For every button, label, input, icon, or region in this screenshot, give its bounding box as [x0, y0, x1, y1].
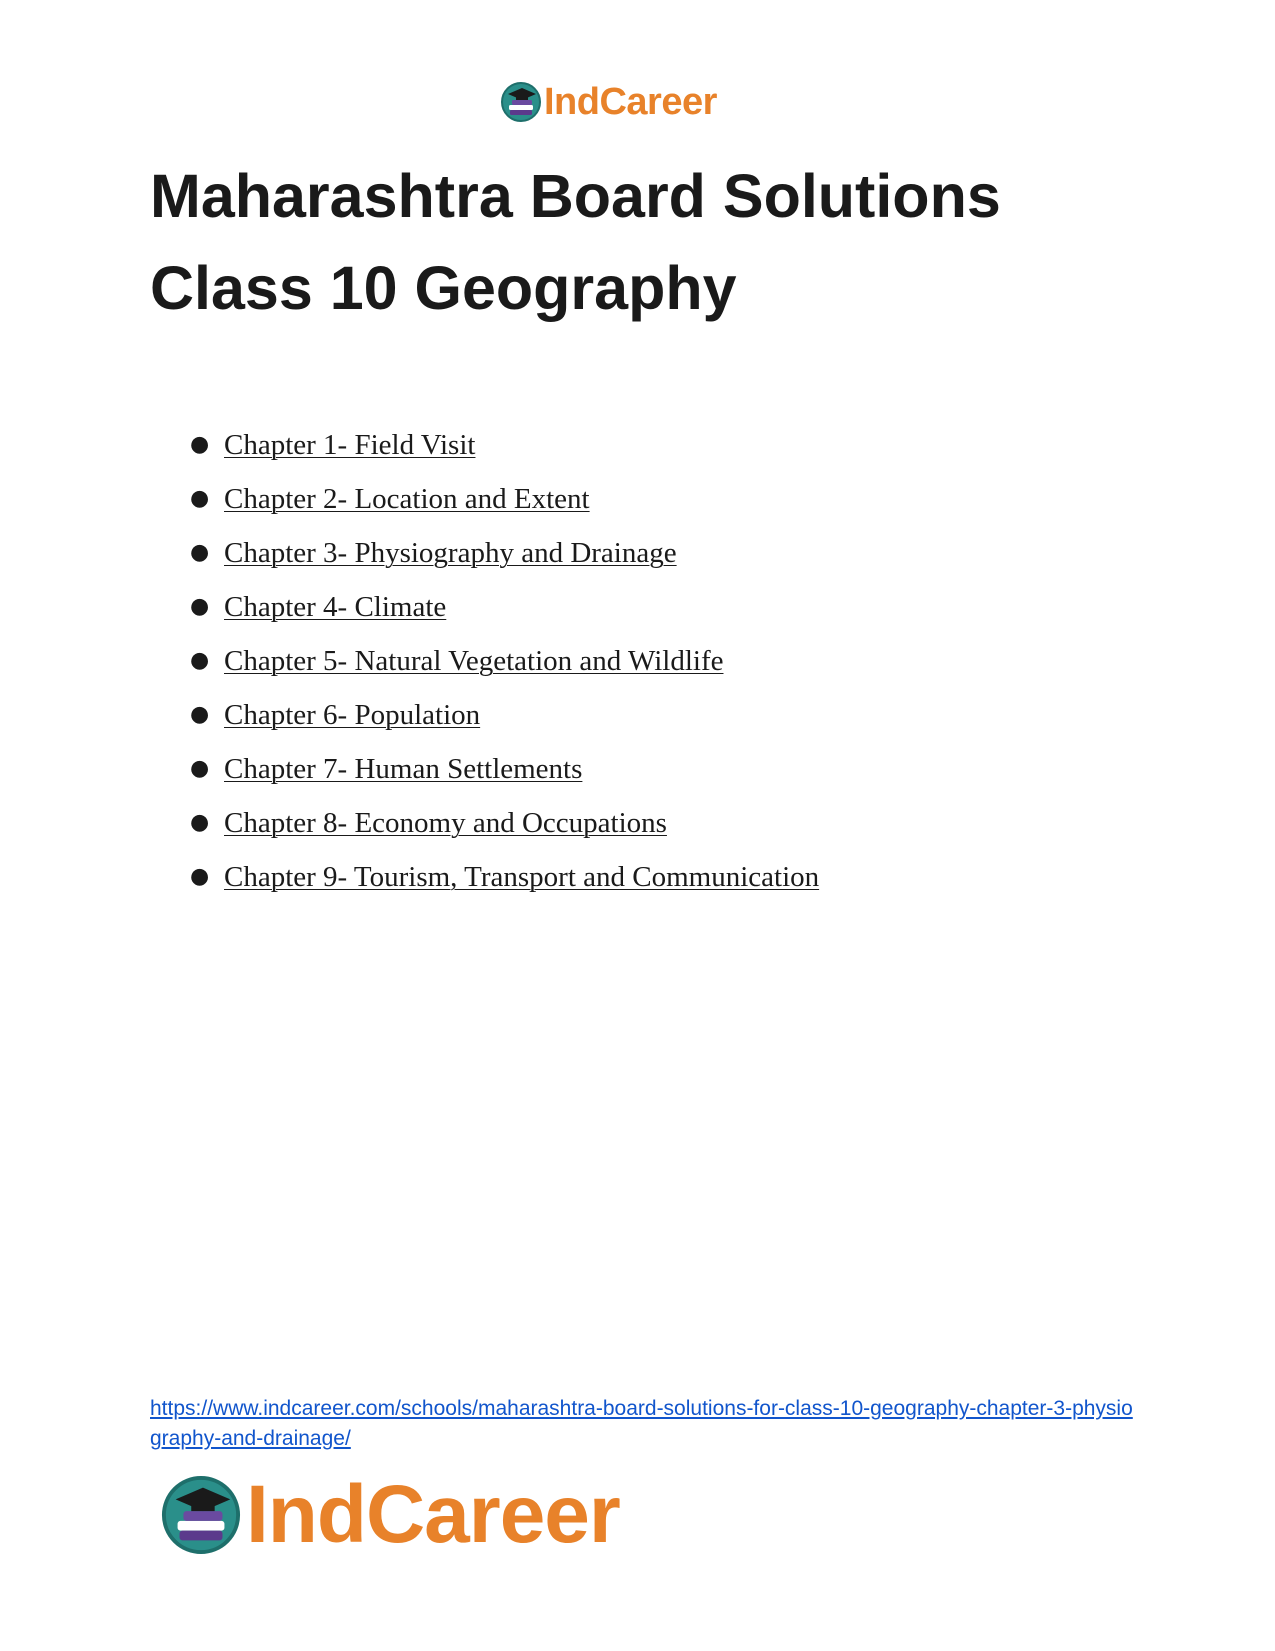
list-item: [150, 634, 819, 688]
chapter-list: [150, 418, 819, 904]
chapter-link-3[interactable]: Chapter 3- Physiography and Drainage: [224, 537, 677, 569]
chapter-link-6[interactable]: Chapter 6- Population: [224, 699, 481, 731]
bullet-icon: ●: [190, 432, 210, 457]
chapter-link-7[interactable]: Chapter 7- Human Settlements: [224, 753, 583, 785]
bullet-icon: ●: [190, 702, 210, 727]
list-item: [150, 418, 819, 472]
page-title: [150, 150, 1150, 334]
chapter-link-5[interactable]: Chapter 5- Natural Vegetation and Wildlife: [224, 645, 724, 677]
bullet-icon: ●: [190, 810, 210, 835]
list-item: [150, 526, 819, 580]
chapter-link-9[interactable]: Chapter 9- Tourism, Transport and Communication: [224, 861, 820, 893]
graduation-cap-books-icon: [160, 1474, 242, 1556]
list-item: [150, 742, 819, 796]
list-item: [150, 850, 819, 904]
chapter-link-2[interactable]: Chapter 2- Location and Extent: [224, 483, 590, 515]
chapter-link-8[interactable]: Chapter 8- Economy and Occupations: [224, 807, 667, 839]
bullet-icon: ●: [190, 594, 210, 619]
bullet-icon: ●: [190, 486, 210, 511]
list-item: [150, 580, 819, 634]
list-item: [150, 688, 819, 742]
bullet-icon: ●: [190, 756, 210, 781]
chapter-link-1[interactable]: Chapter 1- Field Visit: [224, 429, 476, 461]
bullet-icon: ●: [190, 864, 210, 889]
brand-logo-top: [500, 78, 717, 126]
brand-logo-bottom: [160, 1470, 620, 1560]
bullet-icon: ●: [190, 648, 210, 673]
brand-name: IndCareer: [246, 1469, 620, 1560]
source-url-link[interactable]: https://www.indcareer.com/schools/maharashtra-board-solutions-for-class-10-geography-chapter-3-physiography-and-drainage/: [150, 1397, 1133, 1450]
chapter-link-4[interactable]: Chapter 4- Climate: [224, 591, 447, 623]
title-line-1: Maharashtra Board Solutions: [150, 162, 1001, 230]
brand-name: IndCareer: [544, 80, 717, 123]
title-line-2: Class 10 Geography: [150, 254, 737, 322]
bullet-icon: ●: [190, 540, 210, 565]
list-item: [150, 472, 819, 526]
graduation-cap-books-icon: [500, 81, 542, 123]
list-item: [150, 796, 819, 850]
